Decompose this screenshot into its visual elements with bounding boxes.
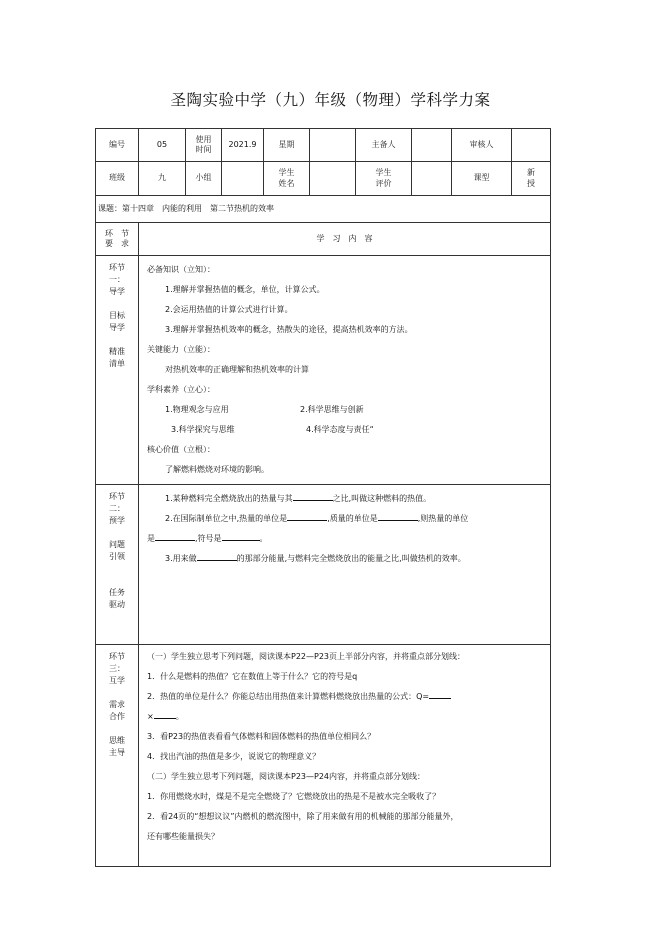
text-line: 1．你用燃烧水时，煤是不是完全燃烧了？它燃烧放出的热是不是被水完全吸收了？ [147,792,441,801]
fill-blank[interactable] [429,698,451,699]
page-title: 圣陶实验中学（九）年级（物理）学科学力案 [170,91,491,109]
text-line: 学科素养（立心）： [147,385,215,394]
section-1-content [139,256,551,485]
value-weekday [310,129,356,162]
text-line: 关键能力（立能）： [147,345,215,354]
text-line: × 。 [147,712,184,721]
label-number: 编号 [96,129,139,162]
text-line: 2．看24页的“想想议议”内燃机的燃流图中，除了用来做有用的机械能的那部分能量外， [147,812,459,821]
section-3-content [139,645,551,867]
section-3-label: 环节 三： 互学 需求 合作 思维 主导 [96,645,139,867]
label-reviewer: 审核人 [452,129,512,162]
value-use-time: 2021.9 [222,129,264,162]
text-line: 了解燃料燃烧对环境的影响。 [165,465,269,474]
value-lesson-type: 新 授 [512,162,551,196]
text-line: 2.会运用热值的计算公式进行计算。 [165,305,293,314]
question-1: 1.某种燃料完全燃烧放出的热量与其 之比,叫做这种燃料的热值。 [165,494,432,503]
text-line: 1．什么是燃料的热值？它在数值上等于什么？它的符号是q [147,672,358,681]
topic-row [96,196,551,223]
label-student-evaluation: 学生 评价 [356,162,412,196]
fill-blank[interactable] [154,718,176,719]
text-line: 3．看P23的热值表看看气体燃料和固体燃料的热值单位相同么？ [147,732,376,741]
section-2-row [96,485,551,645]
header-row-2 [96,162,551,196]
fill-blank[interactable] [293,500,333,501]
value-student-name [310,162,356,196]
value-student-evaluation [412,162,452,196]
text-line: 3.科学探究与思维 4.科学态度与责任“ [171,425,374,434]
question-2: 2.在国际制单位之中,热量的单位是 ,质量的单位是 ,则热量的单位 [165,514,469,523]
text-line: 3.理解并掌握热机效率的概念，热散失的途径，提高热机效率的方法。 [165,325,413,334]
section-header-row [96,223,551,256]
question-2-cont: 是 ,符号是 。 [147,534,268,543]
lesson-topic: 课题：第十四章 内能的利用 第二节热机的效率 [96,196,551,223]
section-header-right: 学 习 内 容 [139,223,551,256]
fill-blank[interactable] [197,560,237,561]
label-use-time: 使用 时间 [186,129,222,162]
value-reviewer [512,129,551,162]
value-class: 九 [139,162,186,196]
fill-blank[interactable] [287,520,327,521]
fill-blank[interactable] [155,540,195,541]
text-line: 1.物理观念与应用 2.科学思维与创新 [165,405,364,414]
section-2-label: 环节 二： 预学 问题 引领 任务 驱动 [96,485,139,645]
section-header-left: 环 节 要 求 [96,223,139,256]
text-line: 必备知识（立知）： [147,265,215,274]
section-1-label: 环节 一： 导学 目标 导学 精准 清单 [96,256,139,485]
value-number: 05 [139,129,186,162]
label-group: 小组 [186,162,222,196]
text-line: 对热机效率的正确理解和热机效率的计算 [165,365,309,374]
label-main-preparer: 主备人 [356,129,412,162]
section-2-content [139,485,551,645]
text-line: 核心价值（立根）： [147,445,215,454]
text-line: 4．找出汽油的热值是多少，说说它的物理意义？ [147,752,321,761]
lesson-plan-table [95,128,551,867]
text-line: 2．热值的单位是什么？你能总结出用热值来计算燃料燃烧放出热量的公式：Q= [147,687,542,707]
section-1-row [96,256,551,485]
fill-blank[interactable] [222,540,260,541]
label-lesson-type: 课型 [452,162,512,196]
label-weekday: 星期 [264,129,310,162]
text-line: （一）学生独立思考下列问题，阅读课本P22—P23页上半部分内容，并将重点部分划线： [147,652,466,661]
value-main-preparer [412,129,452,162]
question-3: 3.用来做 的那部分能量,与燃料完全燃烧放出的能量之比,叫做热机的效率。 [165,554,466,563]
value-group [222,162,264,196]
header-row-1 [96,129,551,162]
fill-blank[interactable] [378,520,418,521]
label-class: 班级 [96,162,139,196]
text-line: 1.理解并掌握热值的概念，单位，计算公式。 [165,285,325,294]
section-3-row [96,645,551,867]
text-line: 还有哪些能量损失？ [147,832,219,841]
text-line: （二）学生独立思考下列问题，阅读课本P23—P24内容，并将重点部分划线： [147,772,426,781]
label-student-name: 学生 姓名 [264,162,310,196]
